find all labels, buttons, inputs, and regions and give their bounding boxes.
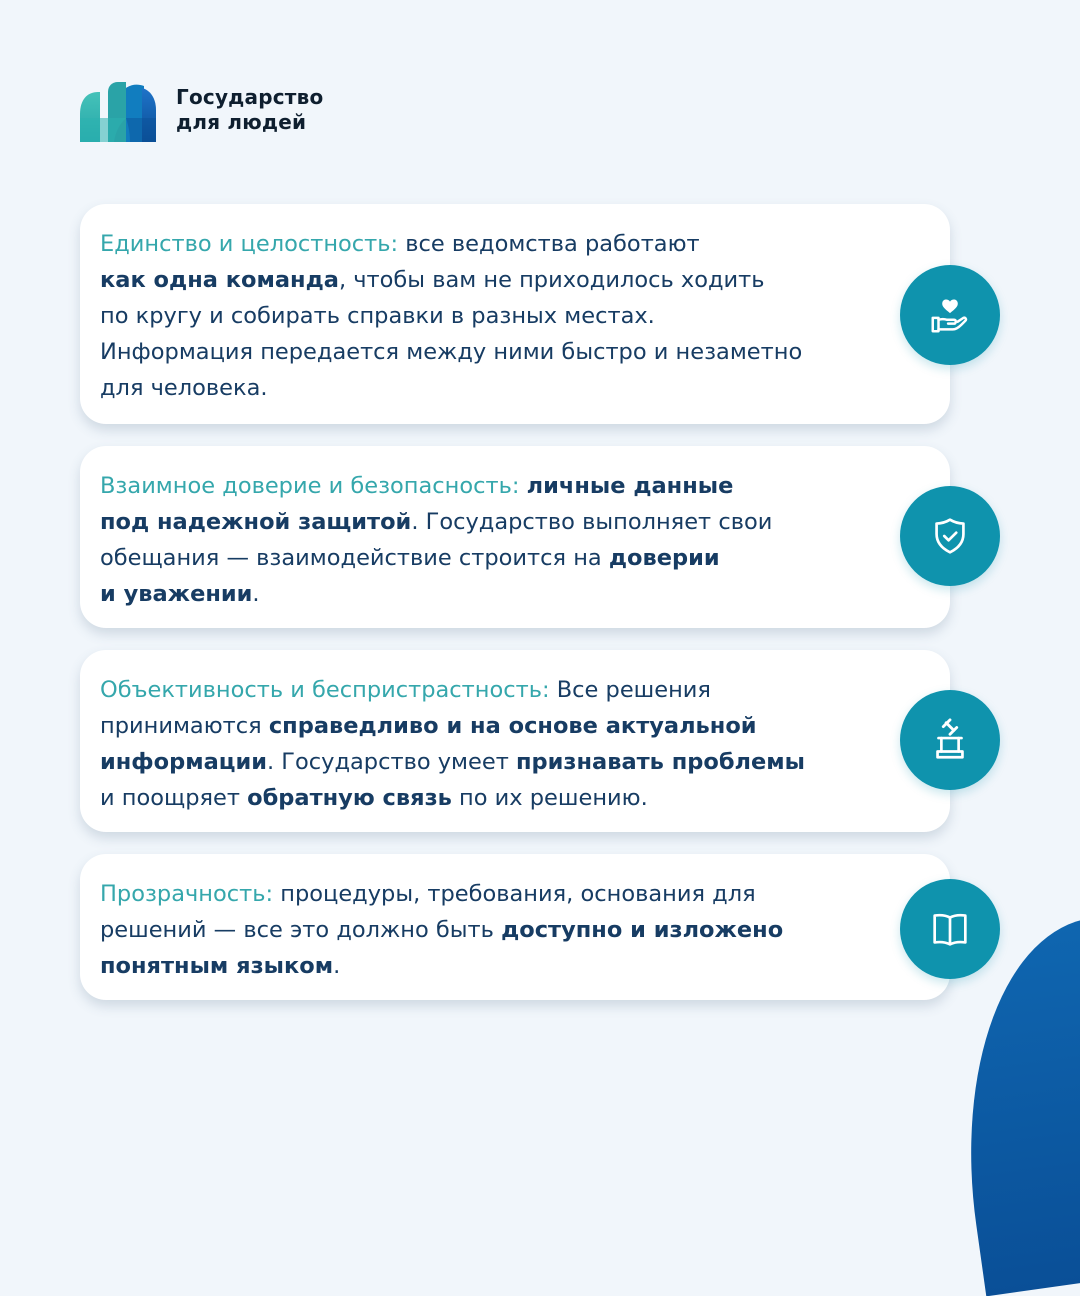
card-transparency-segment-1: доступно и изложено понятным языком bbox=[100, 917, 784, 979]
card-objectivity-segment-3: признавать проблемы bbox=[515, 749, 806, 775]
card-transparency-text bbox=[100, 876, 890, 984]
card-unity-segment-2: , чтобы вам не приходилось ходить по кругу и собирать справки в разных местах. Информация передается между ними быстро и незаметно для человека. bbox=[100, 267, 803, 401]
card-trust-security-title: Взаимное доверие и безопасность: bbox=[100, 473, 520, 499]
card-objectivity-text bbox=[100, 672, 890, 816]
card-trust-security-segment-0 bbox=[519, 473, 526, 499]
card-unity-segment-1: как одна команда bbox=[100, 267, 339, 293]
card-trust-security-segment-3: доверии и уважении bbox=[100, 545, 720, 607]
card-trust-security-segment-1: личные данные под надежной защитой bbox=[100, 473, 734, 535]
brand-logo bbox=[80, 78, 323, 142]
card-objectivity-segment-2: . Государство умеет bbox=[266, 749, 516, 775]
card-trust-security-text bbox=[100, 468, 890, 612]
card-objectivity-title: Объективность и беспристрастность: bbox=[100, 677, 550, 703]
shield-check-icon bbox=[900, 486, 1000, 586]
card-objectivity-segment-5: обратную связь bbox=[247, 785, 452, 811]
card-unity-segment-0: все ведомства работают bbox=[398, 231, 700, 257]
card-transparency-title: Прозрачность: bbox=[100, 881, 274, 907]
gavel-icon bbox=[900, 690, 1000, 790]
brand-logo-text bbox=[176, 85, 323, 135]
card-transparency-segment-2: . bbox=[333, 953, 341, 979]
card-objectivity-segment-6: по их решению. bbox=[451, 785, 648, 811]
card-unity-title: Единство и целостность: bbox=[100, 231, 399, 257]
brand-logo-mark bbox=[80, 78, 156, 142]
card-objectivity-segment-4: и поощряет bbox=[100, 785, 248, 811]
card-trust-security bbox=[80, 446, 950, 628]
card-objectivity-segment-0: Все решения принимаются bbox=[100, 677, 711, 739]
brand-logo-line-2: для людей bbox=[176, 110, 307, 134]
card-transparency-segment-0: процедуры, требования, основания для решений — все это должно быть bbox=[100, 881, 756, 943]
card-trust-security-segment-2: . Государство выполняет свои обещания — взаимодействие строится на bbox=[100, 509, 773, 571]
card-transparency bbox=[80, 854, 950, 1000]
card-objectivity-segment-1: справедливо и на основе актуальной информации bbox=[100, 713, 757, 775]
card-objectivity bbox=[80, 650, 950, 832]
card-trust-security-segment-4: . bbox=[252, 581, 260, 607]
brand-logo-line-1: Государство bbox=[176, 85, 324, 109]
heart-hand-icon bbox=[900, 265, 1000, 365]
card-unity bbox=[80, 204, 950, 424]
card-unity-text bbox=[100, 226, 890, 406]
open-book-icon bbox=[900, 879, 1000, 979]
